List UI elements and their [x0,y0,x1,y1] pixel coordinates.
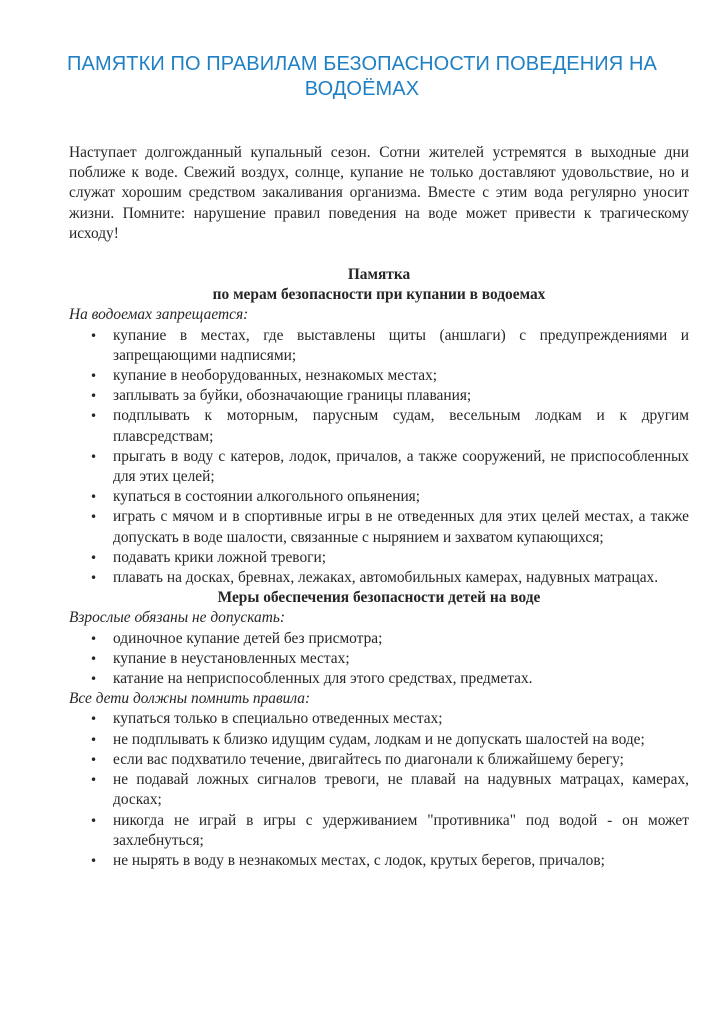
list-item: • никогда не играй в игры с удерживанием "противника" под водой - он может захлебнуться; [69,811,689,851]
intro-paragraph: Наступает долгожданный купальный сезон. Сотни жителей устремятся в выходные дни поближе к воде. Свежий воздух, солнце, купание не только доставляют удовольствие, но и служат хорошим средством закаливания организма. Вместе с этим вода регулярно уносит жизни. Помните: нарушение правил поведения на воде может привести к трагическому исходу! [69,144,689,242]
memo-subheading: по мерам безопасности при купании в водоемах [212,286,546,304]
list-item: • купаться только в специально отведенных местах; [69,709,689,729]
list-item: • если вас подхватило течение, двигайтесь по диагонали к ближайшему берегу; [69,750,689,770]
list-item: • подавать крики ложной тревоги; [69,548,689,568]
list-item: • купание в местах, где выставлены щиты (аншлаги) с предупреждениями и запрещающими надписями; [69,326,689,366]
kids-lead: Все дети должны помнить правила: [69,690,311,708]
list-item: • купание в необорудованных, незнакомых местах; [69,366,689,386]
adults-lead: Взрослые обязаны не допускать: [69,609,285,627]
list-item: • одиночное купание детей без присмотра; [69,629,689,649]
document-body [69,143,689,871]
list-item: • прыгать в воду с катеров, лодок, причалов, а также сооружений, не приспособленных для этих целей; [69,447,689,487]
list-item: • заплывать за буйки, обозначающие границы плавания; [69,386,689,406]
list-item: • купание в неустановленных местах; [69,649,689,669]
children-safety-heading: Меры обеспечения безопасности детей на воде [217,589,541,607]
list-item: • катание на неприспособленных для этого средствах, предметах. [69,669,689,689]
prohibited-list [69,326,689,589]
spacer [69,244,689,265]
list-item: • подплывать к моторным, парусным судам, весельным лодкам и к другим плавсредствам; [69,406,689,446]
memo-heading: Памятка [347,266,411,284]
document-title: ПАМЯТКИ ПО ПРАВИЛАМ БЕЗОПАСНОСТИ ПОВЕДЕНИЯ НА ВОДОЁМАХ [67,53,657,100]
list-item: • не подплывать к близко идущим судам, лодкам и не допускать шалостей на воде; [69,730,689,750]
list-item: • купаться в состоянии алкогольного опьянения; [69,487,689,507]
list-item: • не нырять в воду в незнакомых местах, с лодок, крутых берегов, причалов; [69,851,689,871]
list-item: • не подавай ложных сигналов тревоги, не плавай на надувных матрацах, камерах, досках; [69,770,689,810]
prohibited-lead: На водоемах запрещается: [69,306,249,324]
kids-rules-list [69,709,689,871]
list-item: • играть с мячом и в спортивные игры в не отведенных для этих целей местах, а также допускать в воде шалости, связанные с нырянием и захватом купающихся; [69,507,689,547]
list-item: • плавать на досках, бревнах, лежаках, автомобильных камерах, надувных матрацах. [69,568,689,588]
adults-list [69,629,689,690]
